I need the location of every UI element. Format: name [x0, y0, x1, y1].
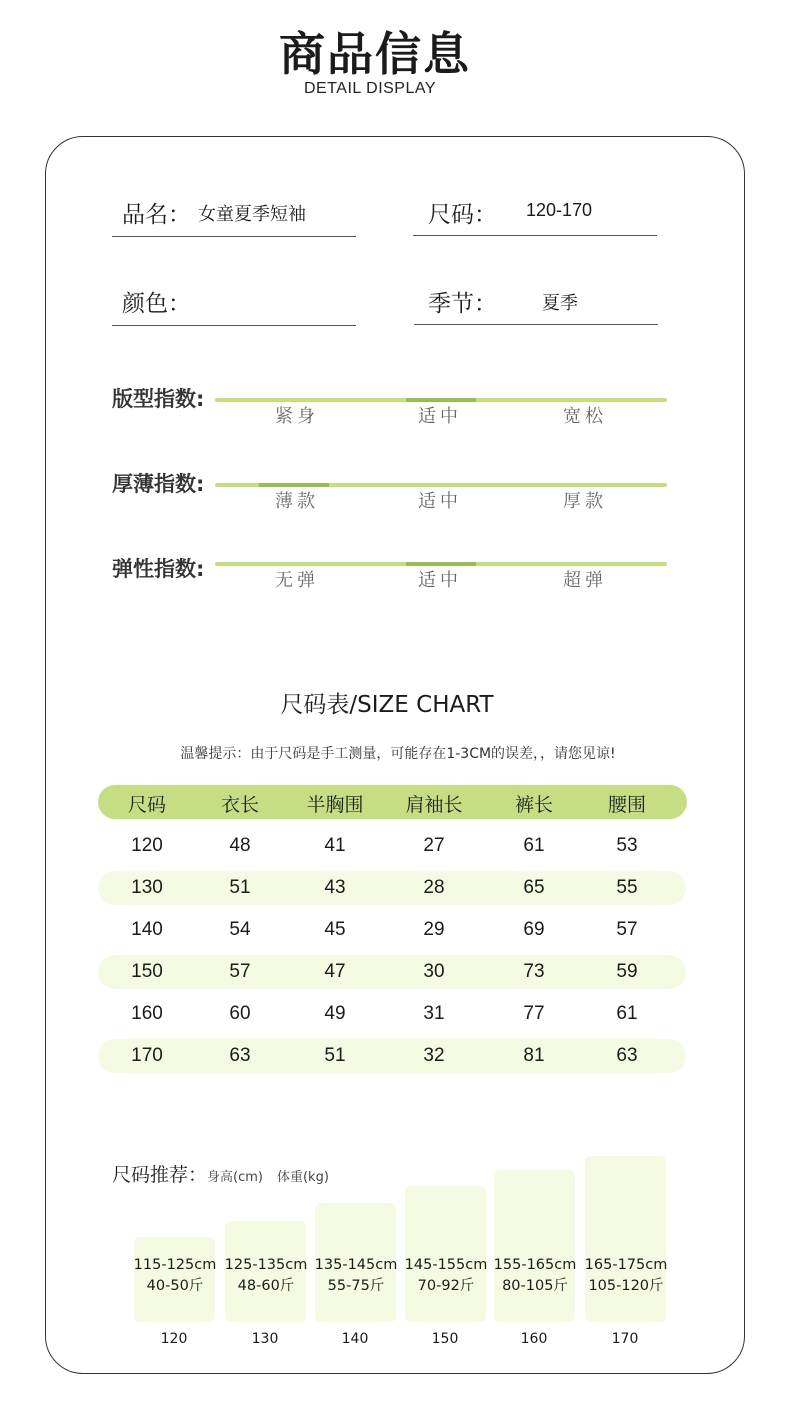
- table-cell: 160: [131, 1003, 163, 1024]
- table-cell: 65: [523, 877, 545, 898]
- table-header: [98, 785, 687, 819]
- table-row: [98, 829, 687, 863]
- table-cell: 130: [131, 877, 163, 898]
- recommend-weight: 48-60斤: [237, 1278, 295, 1294]
- table-cell: 63: [229, 1045, 251, 1066]
- table-cell: 59: [616, 961, 638, 982]
- table-cell: 77: [523, 1003, 545, 1024]
- recommend-bar-text: [130, 1255, 220, 1297]
- table-row: [98, 913, 687, 947]
- recommend-weight: 40-50斤: [146, 1278, 204, 1294]
- index-option: 超弹: [563, 570, 607, 591]
- table-cell: 69: [523, 919, 545, 940]
- weight-unit: 体重(kg): [276, 1170, 329, 1185]
- page-title: 商品信息: [279, 27, 471, 81]
- size-value: 120-170: [526, 200, 593, 220]
- table-cell: 54: [229, 919, 251, 940]
- table-row: [98, 871, 686, 905]
- table-header-cell: 裤长: [514, 794, 553, 816]
- table-cell: 48: [229, 835, 251, 856]
- index-option: 紧身: [275, 406, 319, 427]
- season-value: 夏季: [542, 293, 578, 314]
- table-cell: 27: [423, 835, 445, 856]
- table-header-cell: 肩袖长: [405, 794, 463, 816]
- name-underline: [112, 236, 356, 237]
- table-cell: 49: [324, 1003, 346, 1024]
- recommend-size: 170: [611, 1331, 639, 1347]
- table-cell: 55: [616, 877, 638, 898]
- season-underline: [414, 324, 658, 325]
- index-option: 适中: [418, 491, 462, 512]
- table-cell: 61: [523, 835, 545, 856]
- recommend-weight: 105-120斤: [588, 1278, 664, 1294]
- color-label: 颜色：: [122, 291, 191, 317]
- table-header-cell: 尺码: [127, 794, 166, 816]
- table-header-cell: 腰围: [607, 794, 646, 816]
- height-unit: 身高(cm): [207, 1170, 263, 1185]
- index-option: 厚款: [563, 491, 607, 512]
- recommend-weight: 55-75斤: [327, 1278, 385, 1294]
- table-cell: 43: [324, 877, 346, 898]
- recommend-size: 120: [160, 1331, 188, 1347]
- recommend-bar: [585, 1156, 666, 1322]
- index-option: 无弹: [275, 570, 319, 591]
- recommend-size: 140: [341, 1331, 369, 1347]
- recommend-bar-text: [581, 1255, 671, 1297]
- table-cell: 31: [423, 1003, 445, 1024]
- table-cell: 81: [523, 1045, 545, 1066]
- table-header-cell: 衣长: [220, 794, 259, 816]
- recommend-label: [112, 1160, 329, 1187]
- table-cell: 32: [423, 1045, 445, 1066]
- index-option: 薄款: [275, 491, 319, 512]
- recommend-height: 155-165cm: [493, 1257, 577, 1273]
- table-cell: 140: [131, 919, 163, 940]
- table-cell: 47: [324, 961, 346, 982]
- size-chart-title: 尺码表/SIZE CHART: [280, 692, 494, 718]
- table-cell: 45: [324, 919, 346, 940]
- table-cell: 30: [423, 961, 445, 982]
- recommend-bar-text: [401, 1255, 491, 1297]
- season-label: 季节：: [428, 291, 497, 317]
- recommend-size: 130: [251, 1331, 279, 1347]
- index-option: 适中: [418, 570, 462, 591]
- table-cell: 170: [131, 1045, 163, 1066]
- index-option: 适中: [418, 406, 462, 427]
- table-cell: 57: [229, 961, 251, 982]
- color-underline: [112, 325, 356, 326]
- table-cell: 61: [616, 1003, 638, 1024]
- recommend-height: 115-125cm: [133, 1257, 217, 1273]
- recommend-height: 125-135cm: [224, 1257, 308, 1273]
- table-cell: 57: [616, 919, 638, 940]
- table-cell: 120: [131, 835, 163, 856]
- table-cell: 53: [616, 835, 638, 856]
- index-label: 弹性指数:: [112, 557, 205, 581]
- recommend-bar: [405, 1186, 486, 1322]
- table-cell: 51: [324, 1045, 346, 1066]
- table-cell: 60: [229, 1003, 251, 1024]
- table-row: [98, 1039, 686, 1073]
- recommend-bar-text: [490, 1255, 580, 1297]
- table-row: [98, 955, 686, 989]
- recommend-weight: 80-105斤: [502, 1278, 568, 1294]
- recommend-height: 145-155cm: [404, 1257, 488, 1273]
- table-cell: 29: [423, 919, 445, 940]
- recommend-size: 160: [520, 1331, 548, 1347]
- recommend-height: 165-175cm: [584, 1257, 668, 1273]
- recommend-title: 尺码推荐：: [112, 1164, 208, 1186]
- table-header-cell: 半胸围: [306, 794, 364, 816]
- size-label: 尺码：: [428, 202, 497, 228]
- recommend-bar-text: [311, 1255, 401, 1297]
- name-label: 品名：: [122, 202, 191, 228]
- recommend-weight: 70-92斤: [417, 1278, 475, 1294]
- table-cell: 73: [523, 961, 545, 982]
- recommend-bar: [494, 1170, 575, 1322]
- table-row: [98, 997, 687, 1031]
- table-cell: 63: [616, 1045, 638, 1066]
- index-option: 宽松: [563, 406, 607, 427]
- table-cell: 150: [131, 961, 163, 982]
- table-cell: 41: [324, 835, 346, 856]
- page-subtitle: DETAIL DISPLAY: [303, 80, 437, 97]
- recommend-size: 150: [431, 1331, 459, 1347]
- name-value: 女童夏季短袖: [198, 204, 306, 225]
- size-underline: [413, 235, 657, 236]
- table-cell: 51: [229, 877, 251, 898]
- index-label: 厚薄指数:: [112, 472, 205, 496]
- recommend-height: 135-145cm: [314, 1257, 398, 1273]
- table-cell: 28: [423, 877, 445, 898]
- index-label: 版型指数:: [112, 387, 205, 411]
- size-chart-tip: 温馨提示：由于尺码是手工测量，可能存在1-3CM的误差，，请您见谅!: [180, 746, 616, 762]
- recommend-bar-text: [221, 1255, 311, 1297]
